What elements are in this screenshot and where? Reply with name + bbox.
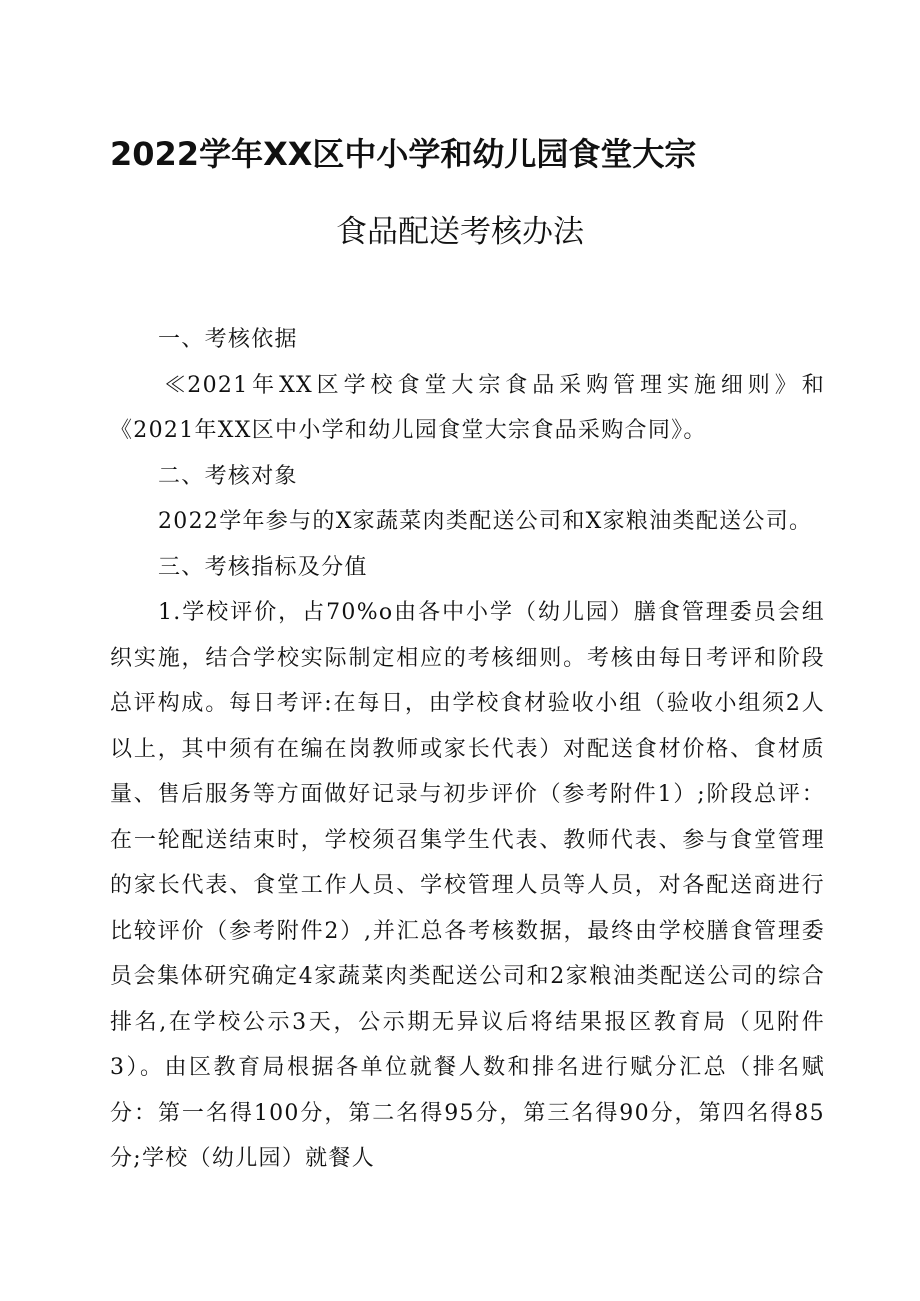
document-title-line-2: 食品配送考核办法 <box>336 214 584 250</box>
section-text-target: 2022学年参与的X家蔬菜肉类配送公司和X家粮油类配送公司。 <box>158 509 813 534</box>
document-title-line-1: 2022学年XX区中小学和幼儿园食堂大宗 <box>110 135 697 173</box>
section-heading-target: 二、考核对象 <box>158 463 298 489</box>
section-text-basis: ≪2021年XX区学校食堂大宗食品采购管理实施细则》和《2021年XX区中小学和幼儿园食堂大宗食品采购合同》。 <box>110 372 825 443</box>
document-body <box>110 317 825 1182</box>
section-heading-basis: 一、考核依据 <box>158 327 298 352</box>
section-heading-indicators: 三、考核指标及分值 <box>158 554 368 580</box>
section-text-indicators: 1.学校评价，占70%o由各中小学（幼儿园）膳食管理委员会组织实施，结合学校实际制定相应的考核细则。考核由每日考评和阶段总评构成。每日考评:在每日，由学校食材验收小组（验收小组须2人以上，其中须有在编在岗教师或家长代表）对配送食材价格、食材质量、售后服务等方面做好记录与初步评价（参考附件1）;阶段总评：在一轮配送结束时，学校须召集学生代表、教师代表、参与食堂管理的家长代表、食堂工作人员、学校管理人员等人员，对各配送商进行比较评价（参考附件2）,并汇总各考核数据，最终由学校膳食管理委员会集体研究确定4家蔬菜肉类配送公司和2家粮油类配送公司的综合排名,在学校公示3天，公示期无异议后将结果报区教育局（见附件3）。由区教育局根据各单位就餐人数和排名进行赋分汇总（排名赋分：第一名得100分，第二名得95分，第三名得90分，第四名得85分;学校（幼儿园）就餐人 <box>110 600 825 1171</box>
